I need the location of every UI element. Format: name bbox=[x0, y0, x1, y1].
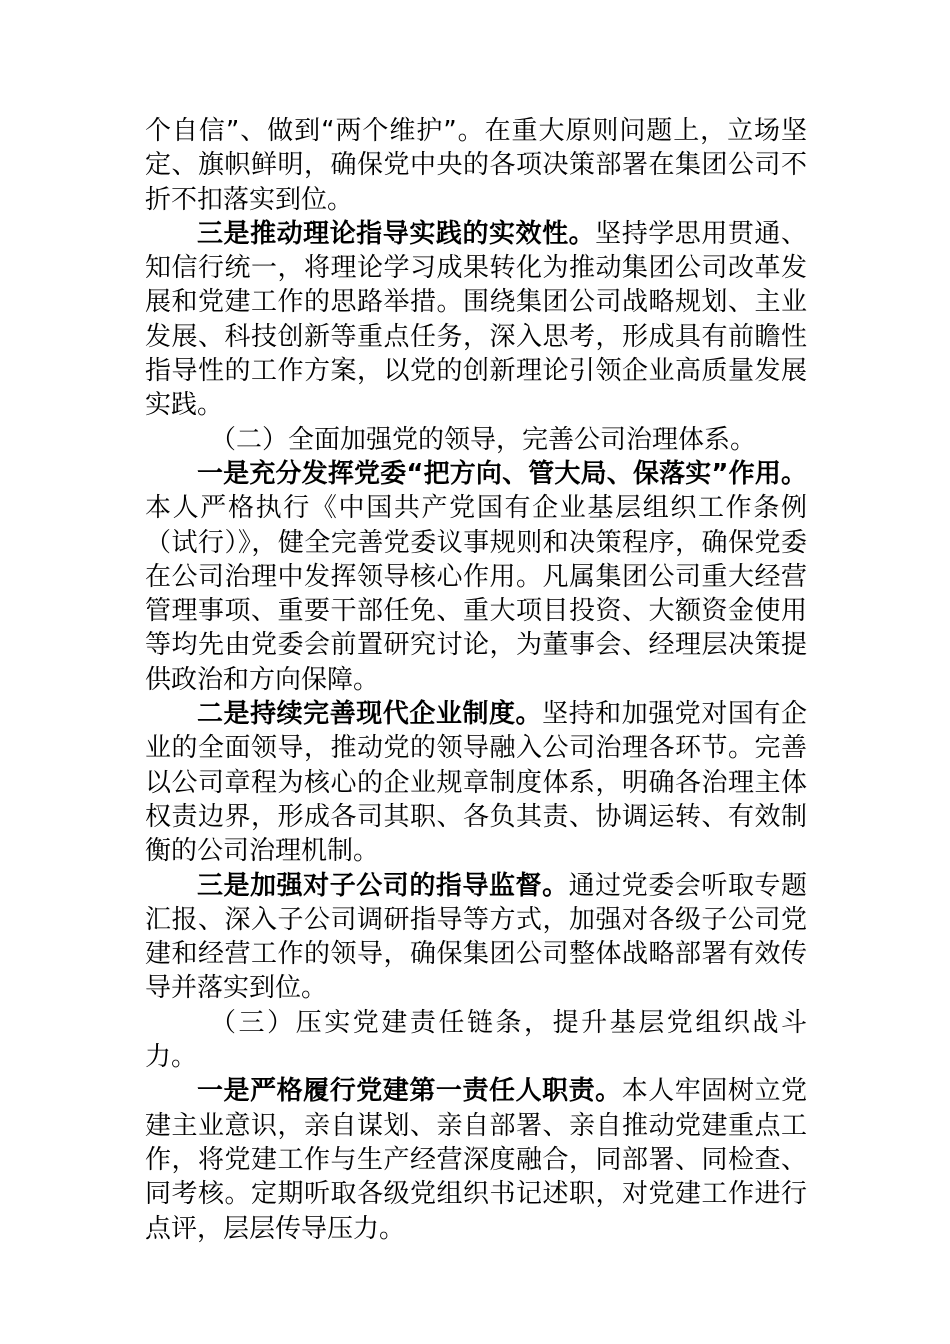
paragraph-lead: 一是严格履行党建第一责任人职责。 bbox=[197, 1076, 622, 1107]
paragraph-lead: 一是充分发挥党委“把方向、管大局、保落实”作用。 bbox=[197, 458, 807, 489]
paragraph-text: 本人严格执行《中国共产党国有企业基层组织工作条例（试行）》，健全完善党委议事规则和决策程序，确保党委在公司治理中发挥领导核心作用。凡属集团公司重大经营管理事项、重要干部任免、重大项目投资、大额资金使用等均先由党委会前置研究讨论，为董事会、经理层决策提供政治和方向保障。 bbox=[145, 493, 807, 695]
paragraph-lead: 三是推动理论指导实践的实效性。 bbox=[197, 218, 596, 249]
paragraph-lead: 二是持续完善现代企业制度。 bbox=[197, 699, 543, 730]
section-heading-3 bbox=[145, 1006, 807, 1075]
paragraph-text: 坚持和加强党对国有企业的全面领导，推动党的领导融入公司治理各环节。完善以公司章程为核心的企业规章制度体系，明确各治理主体权责边界，形成各司其职、各负其责、协调运转、有效制衡的公司治理机制。 bbox=[145, 699, 807, 867]
paragraph-subsidiary-supervision bbox=[145, 869, 807, 1006]
document-page bbox=[145, 114, 807, 1246]
paragraph-party-committee-role bbox=[145, 457, 807, 697]
paragraph-modern-enterprise-system bbox=[145, 697, 807, 868]
section-heading-text: （三）压实党建责任链条，提升基层党组织战斗力。 bbox=[145, 1007, 807, 1073]
section-heading-text: （二）全面加强党的领导，完善公司治理体系。 bbox=[210, 424, 757, 455]
paragraph-text: 个自信”、做到“两个维护”。在重大原则问题上，立场坚定、旗帜鲜明，确保党中央的各项决策部署在集团公司不折不扣落实到位。 bbox=[145, 116, 807, 215]
paragraph-first-responsibility bbox=[145, 1074, 807, 1245]
paragraph-text: 通过党委会听取专题汇报、深入子公司调研指导等方式，加强对各级子公司党建和经营工作的领导，确保集团公司整体战略部署有效传导并落实到位。 bbox=[145, 870, 807, 1004]
paragraph-text: 本人牢固树立党建主业意识，亲自谋划、亲自部署、亲自推动党建重点工作，将党建工作与生产经营深度融合，同部署、同检查、同考核。定期听取各级党组织书记述职，对党建工作进行点评，层层传导压力。 bbox=[145, 1076, 807, 1244]
section-heading-2 bbox=[145, 423, 807, 457]
paragraph-text: 坚持学思用贯通、知信行统一，将理论学习成果转化为推动集团公司改革发展和党建工作的思路举措。围绕集团公司战略规划、主业发展、科技创新等重点任务，深入思考，形成具有前瞻性指导性的工作方案，以党的创新理论引领企业高质量发展实践。 bbox=[145, 218, 807, 421]
paragraph-theory-practice bbox=[145, 217, 807, 423]
paragraph-lead: 三是加强对子公司的指导监督。 bbox=[197, 870, 569, 901]
paragraph-continuation bbox=[145, 114, 807, 217]
